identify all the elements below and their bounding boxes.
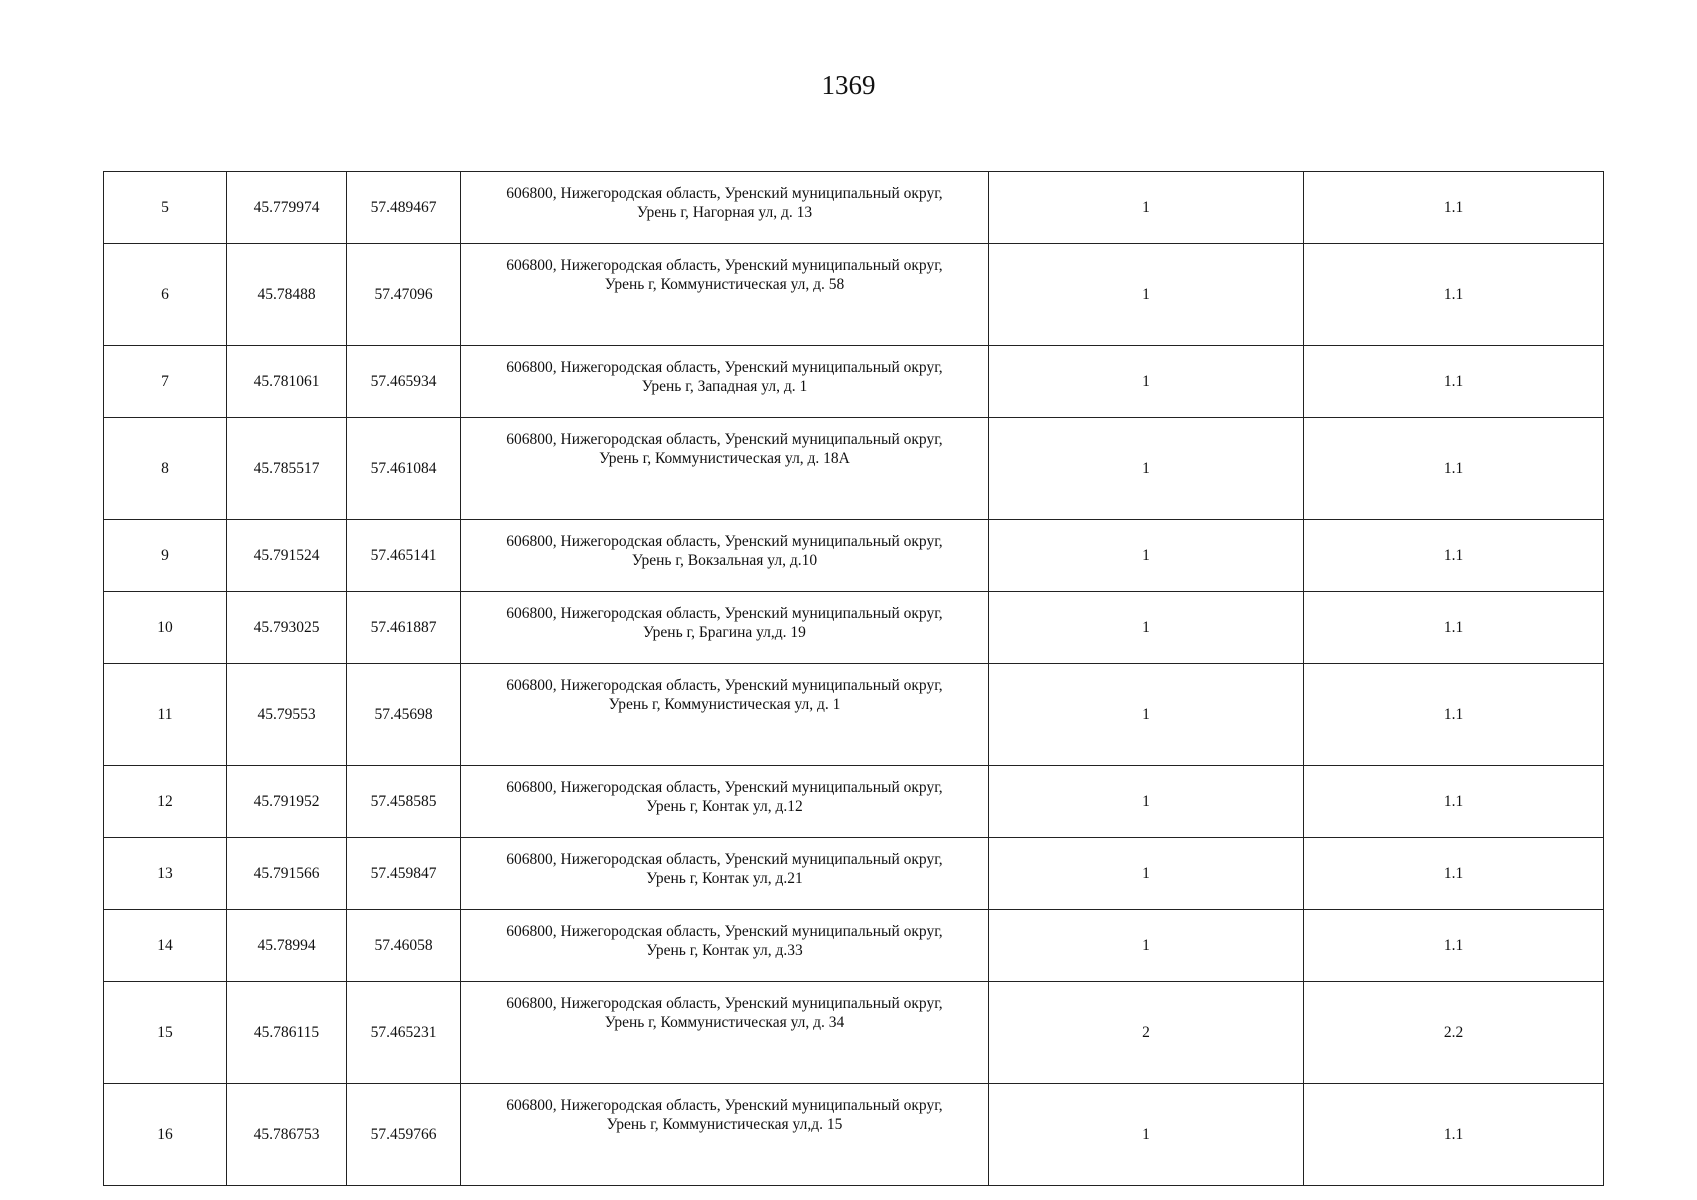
address-line-2: Урень г, Западная ул, д. 1 xyxy=(641,378,808,395)
cell-number: 12 xyxy=(104,766,227,838)
cell-address xyxy=(461,910,989,982)
cell-container-count: 1 xyxy=(989,1084,1304,1186)
cell-number: 9 xyxy=(104,520,227,592)
address-line-1: 606800, Нижегородская область, Уренский муниципальный округ, xyxy=(506,431,943,448)
cell-container-count: 1 xyxy=(989,346,1304,418)
cell-latitude: 45.786115 xyxy=(227,982,347,1084)
cell-longitude: 57.465231 xyxy=(347,982,461,1084)
cell-address xyxy=(461,664,989,766)
cell-container-count: 1 xyxy=(989,244,1304,346)
cell-longitude: 57.465934 xyxy=(347,346,461,418)
cell-number: 13 xyxy=(104,838,227,910)
table-row xyxy=(104,346,1604,418)
cell-latitude: 45.781061 xyxy=(227,346,347,418)
table-row xyxy=(104,520,1604,592)
cell-number: 6 xyxy=(104,244,227,346)
cell-latitude: 45.786753 xyxy=(227,1084,347,1186)
table-row xyxy=(104,1084,1604,1186)
cell-number: 10 xyxy=(104,592,227,664)
table-row xyxy=(104,592,1604,664)
cell-longitude: 57.459847 xyxy=(347,838,461,910)
address-line-2: Урень г, Коммунистическая ул,д. 15 xyxy=(606,1116,843,1133)
cell-container-count: 1 xyxy=(989,766,1304,838)
address-line-1: 606800, Нижегородская область, Уренский муниципальный округ, xyxy=(506,185,943,202)
cell-longitude: 57.458585 xyxy=(347,766,461,838)
cell-container-volume: 1.1 xyxy=(1304,346,1604,418)
cell-number: 5 xyxy=(104,172,227,244)
cell-latitude: 45.78994 xyxy=(227,910,347,982)
cell-longitude: 57.465141 xyxy=(347,520,461,592)
cell-container-volume: 1.1 xyxy=(1304,766,1604,838)
cell-address xyxy=(461,520,989,592)
cell-latitude: 45.785517 xyxy=(227,418,347,520)
address-line-1: 606800, Нижегородская область, Уренский муниципальный округ, xyxy=(506,851,943,868)
address-line-1: 606800, Нижегородская область, Уренский муниципальный округ, xyxy=(506,605,943,622)
cell-container-count: 1 xyxy=(989,592,1304,664)
cell-latitude: 45.79553 xyxy=(227,664,347,766)
cell-address xyxy=(461,1084,989,1186)
cell-latitude: 45.793025 xyxy=(227,592,347,664)
cell-container-volume: 1.1 xyxy=(1304,244,1604,346)
address-line-2: Урень г, Контак ул, д.33 xyxy=(646,942,803,959)
address-line-1: 606800, Нижегородская область, Уренский муниципальный округ, xyxy=(506,359,943,376)
address-line-2: Урень г, Коммунистическая ул, д. 58 xyxy=(604,276,845,293)
cell-address xyxy=(461,838,989,910)
cell-longitude: 57.461084 xyxy=(347,418,461,520)
table-row xyxy=(104,910,1604,982)
cell-container-volume: 1.1 xyxy=(1304,838,1604,910)
cell-container-volume: 1.1 xyxy=(1304,664,1604,766)
cell-number: 15 xyxy=(104,982,227,1084)
table-row xyxy=(104,418,1604,520)
cell-address xyxy=(461,244,989,346)
cell-address xyxy=(461,982,989,1084)
container-sites-table xyxy=(103,171,1604,1186)
address-line-2: Урень г, Брагина ул,д. 19 xyxy=(643,624,806,641)
cell-longitude: 57.45698 xyxy=(347,664,461,766)
cell-longitude: 57.47096 xyxy=(347,244,461,346)
address-line-2: Урень г, Коммунистическая ул, д. 1 xyxy=(608,696,841,713)
cell-container-count: 1 xyxy=(989,520,1304,592)
cell-latitude: 45.791566 xyxy=(227,838,347,910)
cell-container-count: 1 xyxy=(989,838,1304,910)
cell-container-count: 1 xyxy=(989,910,1304,982)
address-line-2: Урень г, Коммунистическая ул, д. 18А xyxy=(599,450,850,467)
table-body xyxy=(104,172,1604,1186)
cell-container-count: 1 xyxy=(989,172,1304,244)
table-row xyxy=(104,838,1604,910)
address-line-1: 606800, Нижегородская область, Уренский муниципальный округ, xyxy=(506,995,943,1012)
cell-number: 14 xyxy=(104,910,227,982)
cell-container-count: 1 xyxy=(989,664,1304,766)
cell-container-volume: 1.1 xyxy=(1304,418,1604,520)
cell-latitude: 45.791524 xyxy=(227,520,347,592)
cell-latitude: 45.78488 xyxy=(227,244,347,346)
address-line-2: Урень г, Контак ул, д.21 xyxy=(646,870,803,887)
cell-container-volume: 1.1 xyxy=(1304,910,1604,982)
cell-number: 7 xyxy=(104,346,227,418)
address-line-1: 606800, Нижегородская область, Уренский муниципальный округ, xyxy=(506,677,943,694)
address-line-1: 606800, Нижегородская область, Уренский муниципальный округ, xyxy=(506,779,943,796)
cell-number: 16 xyxy=(104,1084,227,1186)
cell-number: 11 xyxy=(104,664,227,766)
cell-address xyxy=(461,172,989,244)
cell-latitude: 45.779974 xyxy=(227,172,347,244)
address-line-1: 606800, Нижегородская область, Уренский муниципальный округ, xyxy=(506,257,943,274)
table-row xyxy=(104,766,1604,838)
address-line-1: 606800, Нижегородская область, Уренский муниципальный округ, xyxy=(506,533,943,550)
cell-longitude: 57.489467 xyxy=(347,172,461,244)
cell-container-volume: 1.1 xyxy=(1304,1084,1604,1186)
address-line-1: 606800, Нижегородская область, Уренский муниципальный округ, xyxy=(506,923,943,940)
table-row xyxy=(104,244,1604,346)
cell-longitude: 57.459766 xyxy=(347,1084,461,1186)
table-row xyxy=(104,982,1604,1084)
cell-address xyxy=(461,418,989,520)
cell-container-volume: 1.1 xyxy=(1304,592,1604,664)
address-line-2: Урень г, Контак ул, д.12 xyxy=(646,798,803,815)
page-number: 1369 xyxy=(821,70,876,100)
cell-container-count: 2 xyxy=(989,982,1304,1084)
address-line-2: Урень г, Нагорная ул, д. 13 xyxy=(636,204,813,221)
cell-address xyxy=(461,592,989,664)
address-line-2: Урень г, Вокзальная ул, д.10 xyxy=(631,552,818,569)
cell-address xyxy=(461,766,989,838)
address-line-2: Урень г, Коммунистическая ул, д. 34 xyxy=(604,1014,845,1031)
cell-address xyxy=(461,346,989,418)
cell-longitude: 57.46058 xyxy=(347,910,461,982)
address-line-1: 606800, Нижегородская область, Уренский муниципальный округ, xyxy=(506,1097,943,1114)
table-row xyxy=(104,172,1604,244)
cell-container-count: 1 xyxy=(989,418,1304,520)
cell-number: 8 xyxy=(104,418,227,520)
cell-longitude: 57.461887 xyxy=(347,592,461,664)
cell-latitude: 45.791952 xyxy=(227,766,347,838)
cell-container-volume: 1.1 xyxy=(1304,520,1604,592)
cell-container-volume: 2.2 xyxy=(1304,982,1604,1084)
cell-container-volume: 1.1 xyxy=(1304,172,1604,244)
table-row xyxy=(104,664,1604,766)
